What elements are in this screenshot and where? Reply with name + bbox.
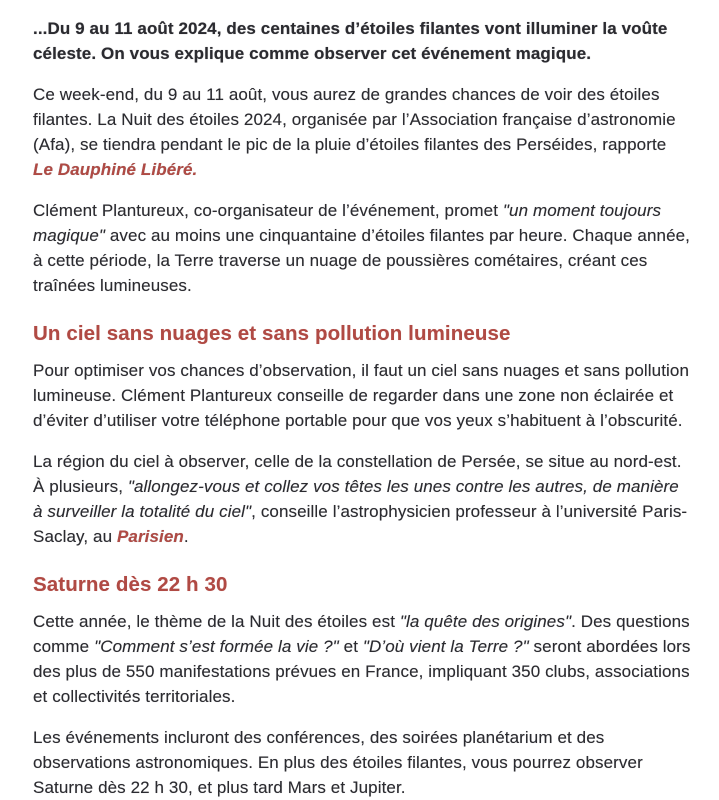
text-segment: seront abordées lors des plus de 550 manifestations prévues en France, impliquant 350 clubs, associations et collectivités territoriales. [33, 637, 691, 706]
quote-text: "Comment s’est formée la vie ?" [94, 637, 339, 656]
text-segment: La région du ciel à observer, celle de la constellation de Persée, se situe au nord-est. À plusieurs, [33, 452, 682, 496]
quote-text: "un moment toujours magique" [33, 201, 662, 245]
text-segment: Cette année, le thème de la Nuit des étoiles est [33, 612, 400, 631]
text-segment: , conseille l’astrophysicien professeur à l’université Paris-Saclay, au [33, 502, 688, 546]
section-heading [33, 320, 691, 347]
text-segment: Les événements incluront des conférences, des soirées planétarium et des observations astronomiques. En plus des étoiles filantes, vous pourrez observer Saturne dès 22 h 30, et plus tard Mars et Jupiter. [33, 728, 643, 797]
text-segment: Un ciel sans nuages et sans pollution lumineuse [33, 322, 511, 345]
text-segment: . Des questions comme [33, 612, 690, 656]
paragraph [33, 198, 691, 298]
text-segment: et [338, 637, 363, 656]
paragraph [33, 449, 691, 549]
section-heading [33, 571, 691, 598]
paragraph [33, 82, 691, 182]
text-segment: . [183, 527, 189, 546]
paragraph [33, 725, 691, 800]
text-segment: avec au moins une cinquantaine d’étoiles filantes par heure. Chaque année, à cette période, la Terre traverse un nuage de poussières cométaires, créant ces traînées lumineuses. [33, 226, 690, 295]
source-link[interactable]: Le Dauphiné Libéré. [33, 160, 198, 179]
source-link[interactable]: Parisien [116, 527, 184, 546]
text-segment: Pour optimiser vos chances d’observation, il faut un ciel sans nuages et sans pollution lumineuse. Clément Plantureux conseille de regarder dans une zone non éclairée et d’éviter d’utiliser votre téléphone portable pour que vos yeux s’habituent à l’obscurité. [33, 361, 690, 430]
lead-paragraph [33, 16, 691, 66]
quote-text: "D’où vient la Terre ?" [362, 637, 529, 656]
paragraph [33, 609, 691, 709]
text-segment: Ce week-end, du 9 au 11 août, vous aurez de grandes chances de voir des étoiles filantes. La Nuit des étoiles 2024, organisée par l’Association française d’astronomie (Afa), se tiendra pendant le pic de la pluie d’étoiles filantes des Perséides, rapporte [33, 85, 676, 154]
text-segment: Clément Plantureux, co-organisateur de l’événement, promet [33, 201, 503, 220]
quote-text: "la quête des origines" [399, 612, 572, 631]
quote-text: "allongez-vous et collez vos têtes les unes contre les autres, de manière à surveiller la totalité du ciel" [33, 477, 679, 521]
text-segment: Saturne dès 22 h 30 [33, 573, 228, 596]
paragraph [33, 358, 691, 433]
article-body [33, 16, 691, 800]
text-segment: ...Du 9 au 11 août 2024, des centaines d’étoiles filantes vont illuminer la voûte céleste. On vous explique comme observer cet événement magique. [33, 19, 668, 63]
